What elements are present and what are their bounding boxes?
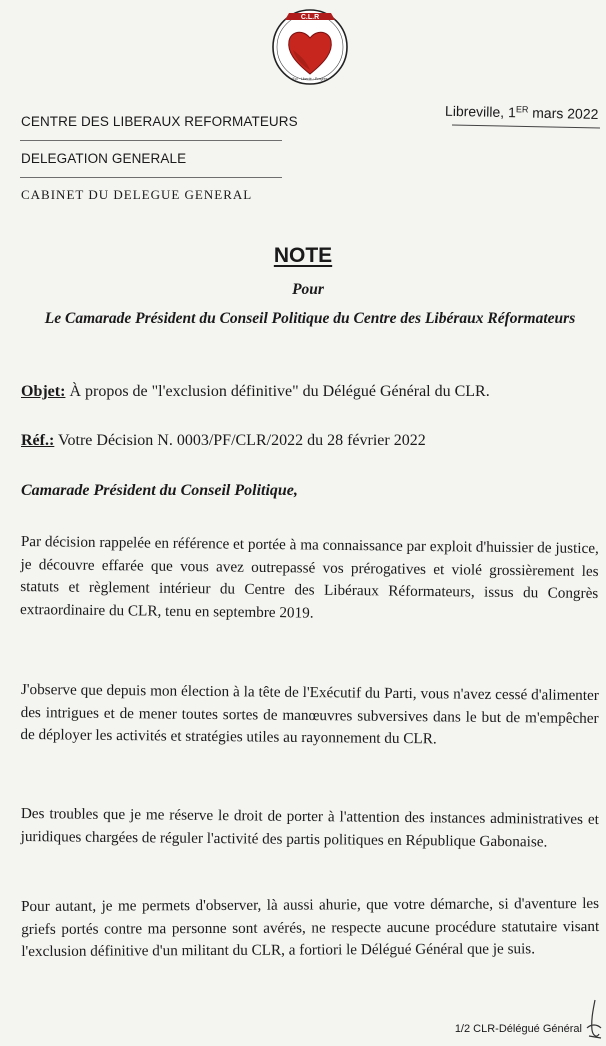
body-paragraph: Par décision rappelée en référence et portée à ma connaissance par exploit d'huissier de justice, je découvre effarée que vous avez outrepassé vos prérogatives et violé grossièrement les statuts et règlement intérieur du Centre des Libéraux Réformateurs, issus du Congrès extraordinaire du CLR, tenu en septembre 2019. bbox=[19, 532, 599, 622]
subject-text: À propos de "l'exclusion définitive" du Délégué Général du CLR. bbox=[65, 383, 490, 400]
body-paragraph: Pour autant, je me permets d'observer, là aussi ahurie, que votre démarche, si d'aventure les griefs portés contre ma personne sont avérés, ne respecte aucune procédure statutaire visant l'exclusion définitive d'un militant du CLR, a fortiori le Délégué Général que je suis. bbox=[21, 894, 600, 960]
header-party-name: CENTRE DES LIBERAUX REFORMATEURS bbox=[21, 114, 298, 129]
date-ordinal: ER bbox=[515, 104, 529, 115]
date-underline bbox=[452, 124, 600, 128]
reference-label: Réf.: bbox=[21, 432, 55, 449]
party-logo bbox=[269, 4, 351, 86]
reference-line bbox=[21, 432, 426, 450]
body-paragraph: J'observe que depuis mon élection à la tête de l'Exécutif du Parti, vous n'avez cessé d'alimenter des intrigues et de mener toutes sortes de manœuvres subversives dans le but de m'empêcher de déployer les activités et stratégies utiles au rayonnement du CLR. bbox=[20, 680, 599, 748]
subject-label: Objet: bbox=[21, 383, 66, 400]
header-divider bbox=[20, 177, 282, 178]
date-suffix: mars 2022 bbox=[527, 104, 599, 122]
note-title: NOTE bbox=[273, 244, 333, 267]
note-for: Pour bbox=[292, 281, 324, 298]
note-addressee: Le Camarade Président du Conseil Politique du Centre des Libéraux Réformateurs bbox=[44, 310, 576, 327]
header-divider bbox=[20, 140, 282, 141]
header-delegation: DELEGATION GENERALE bbox=[21, 151, 187, 166]
svg-text:C.L.R: C.L.R bbox=[300, 14, 320, 21]
document-date bbox=[444, 103, 598, 122]
greeting: Camarade Président du Conseil Politique, bbox=[21, 482, 298, 499]
date-prefix: Libreville, 1 bbox=[444, 102, 516, 121]
header-cabinet: CABINET DU DELEGUE GENERAL bbox=[21, 187, 253, 202]
svg-text:Foi · Liberté · Progrès: Foi · Liberté · Progrès bbox=[292, 77, 328, 81]
subject-line bbox=[21, 383, 490, 401]
page-footer: 1/2 CLR-Délégué Général bbox=[454, 1023, 582, 1035]
body-paragraph: Des troubles que je me réserve le droit de porter à l'attention des instances administratives et juridiques chargées de réguler l'activité des partis politiques en République Gabonaise. bbox=[20, 804, 599, 851]
handwritten-initials bbox=[583, 998, 603, 1042]
reference-text: Votre Décision N. 0003/PF/CLR/2022 du 28 février 2022 bbox=[54, 432, 426, 449]
